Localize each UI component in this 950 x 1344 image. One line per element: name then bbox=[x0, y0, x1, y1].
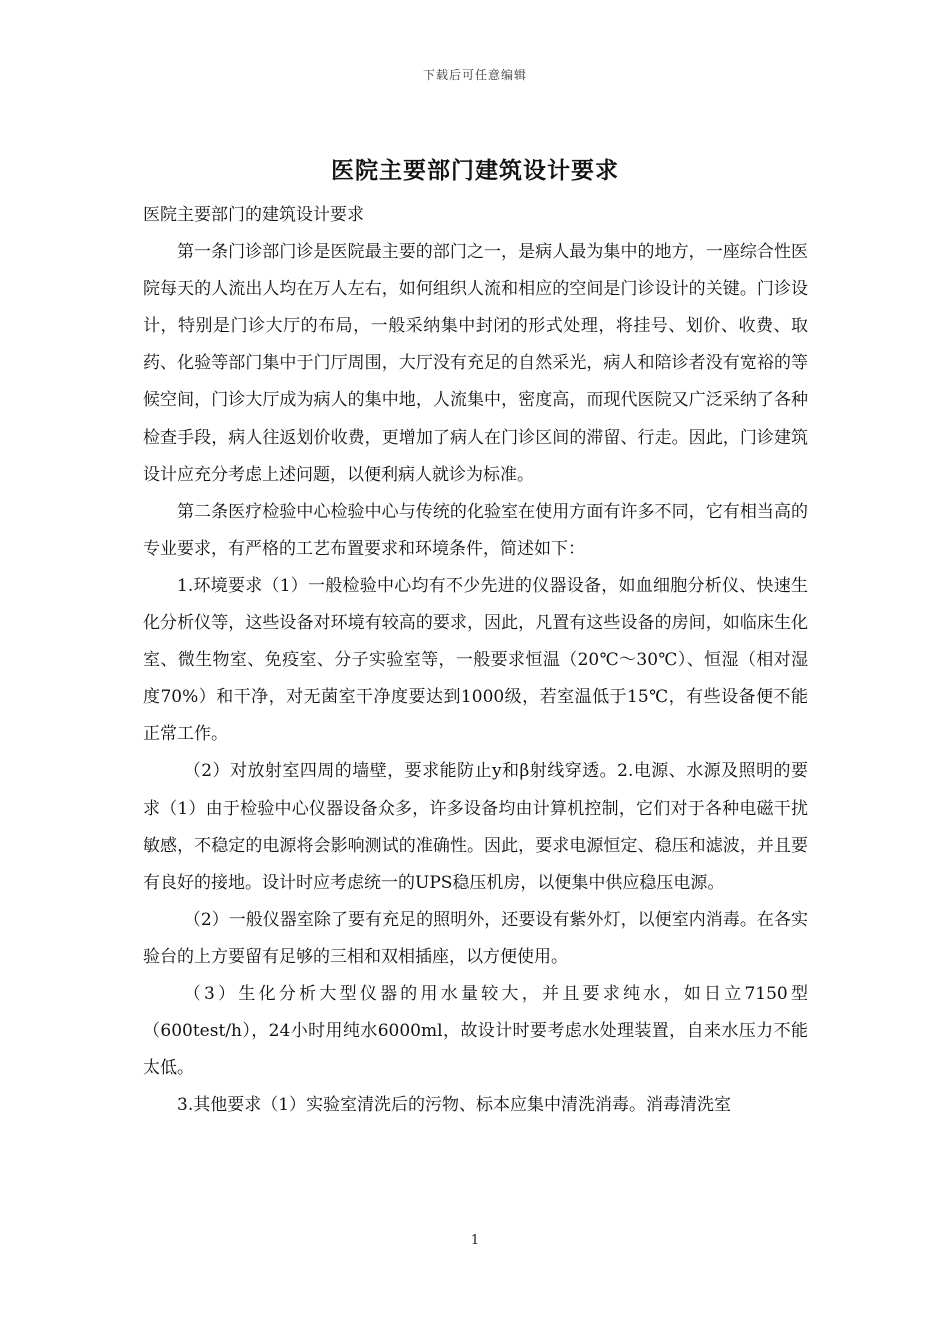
paragraph-environment: 1.环境要求（1）一般检验中心均有不少先进的仪器设备，如血细胞分析仪、快速生化分析仪等，这些设备对环境有较高的要求，因此，凡置有这些设备的房间，如临床生化室、微生物室、免疫室、分子实验室等，一般要求恒温（20℃～30℃）、恒湿（相对湿度70%）和干净，对无菌室干净度要达到1000级，若室温低于15℃，有些设备便不能正常工作。 bbox=[143, 575, 808, 745]
paragraph-lab-center: 第二条医疗检验中心检验中心与传统的化验室在使用方面有许多不同，它有相当高的专业要求，有严格的工艺布置要求和环境条件，简述如下： bbox=[143, 501, 808, 559]
page-number: 1 bbox=[470, 1233, 480, 1248]
paragraph-radiation-power: （2）对放射室四周的墙壁，要求能防止y和β射线穿透。2.电源、水源及照明的要求（1）由于检验中心仪器设备众多，许多设备均由计算机控制，它们对于各种电磁干扰敏感，不稳定的电源将会影响测试的准确性。因此，要求电源恒定、稳压和滤波，并且要有良好的接地。设计时应考虑统一的UPS稳压机房，以便集中供应稳压电源。 bbox=[143, 761, 808, 893]
document-body bbox=[143, 197, 808, 1124]
paragraph-other: 3.其他要求（1）实验室清洗后的污物、标本应集中清洗消毒。消毒清洗室 bbox=[177, 1095, 732, 1116]
paragraph-lighting: （2）一般仪器室除了要有充足的照明外，还要设有紫外灯，以便室内消毒。在各实验台的上方要留有足够的三相和双相插座，以方便使用。 bbox=[143, 909, 808, 967]
document-title: 医院主要部门建筑设计要求 bbox=[331, 157, 619, 184]
header-note: 下载后可任意编辑 bbox=[422, 68, 527, 82]
document-subtitle: 医院主要部门的建筑设计要求 bbox=[143, 205, 364, 225]
paragraph-water: （3）生化分析大型仪器的用水量较大，并且要求纯水，如日立7150型（600test/h），24小时用纯水6000ml，故设计时要考虑水处理装置，自来水压力不能太低。 bbox=[143, 983, 808, 1079]
paragraph-outpatient: 第一条门诊部门诊是医院最主要的部门之一，是病人最为集中的地方，一座综合性医院每天的人流出人均在万人左右，如何组织人流和相应的空间是门诊设计的关键。门诊设计，特别是门诊大厅的布局，一般采纳集中封闭的形式处理，将挂号、划价、收费、取药、化验等部门集中于门厅周围，大厅没有充足的自然采光，病人和陪诊者没有宽裕的等候空间，门诊大厅成为病人的集中地，人流集中，密度高，而现代医院又广泛采纳了各种检查手段，病人往返划价收费，更增加了病人在门诊区间的滞留、行走。因此，门诊建筑设计应充分考虑上述问题，以便利病人就诊为标准。 bbox=[143, 242, 808, 485]
